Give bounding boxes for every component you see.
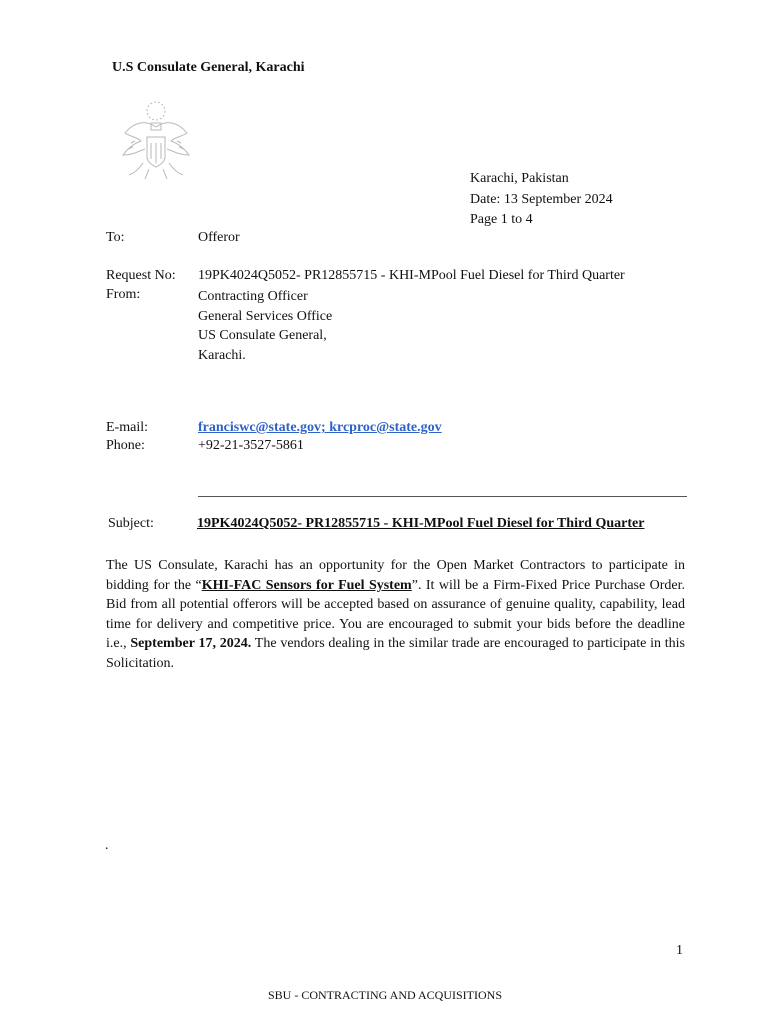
subject-divider [198,496,687,497]
footer-classification: SBU - CONTRACTING AND ACQUISITIONS [267,988,502,1002]
email-link[interactable]: franciswc@state.gov; krcproc@state.gov [198,420,442,435]
request-value: 19PK4024Q5052- PR12855715 - KHI-MPool Fuel Diesel for Third Quarter [198,268,625,283]
from-line: Karachi. [198,347,246,363]
great-seal-icon [115,97,197,183]
body-text-part2: ”. It will be a Firm-Fixed Price Purchase Order. Bid from all potential offerors will be accepted based on assurance of genuine quality, capability, lead time for delivery and competitive price. You are encouraged to submit your bids before the deadline i.e., [106,577,686,652]
from-address [198,287,332,365]
stray-mark: . [105,838,109,853]
subject-label: Subject: [108,516,154,531]
request-label: Request No: [106,268,176,283]
page-range: Page 1 to 4 [470,212,533,227]
to-value: Offeror [198,230,240,245]
document-header-title: U.S Consulate General, Karachi [112,60,305,75]
page-number: 1 [676,943,683,958]
phone-value: +92-21-3527-5861 [198,438,304,453]
from-label: From: [106,287,141,302]
body-text-part1: The US Consulate, Karachi has an opportunity for the Open Market Contractors to participate in bidding for the “ [106,558,685,593]
body-text-part3: The vendors dealing in the similar trade are encouraged to participate in this Solicitation. [106,636,685,671]
from-line: Contracting Officer [198,289,308,304]
body-paragraph [106,556,685,674]
from-line: US Consulate General, [198,328,327,343]
subject-value: 19PK4024Q5052- PR12855715 - KHI-MPool Fuel Diesel for Third Quarter [197,516,645,531]
place-city: Karachi, Pakistan [470,171,569,186]
phone-label: Phone: [106,438,145,453]
body-deadline: September 17, 2024. [130,636,252,652]
body-highlight: KHI-FAC Sensors for Fuel System [201,577,412,593]
from-line: General Services Office [198,308,333,324]
to-label: To: [106,230,125,245]
place-date-block [470,169,613,231]
letter-date: Date: 13 September 2024 [470,191,613,207]
email-label: E-mail: [106,420,148,435]
